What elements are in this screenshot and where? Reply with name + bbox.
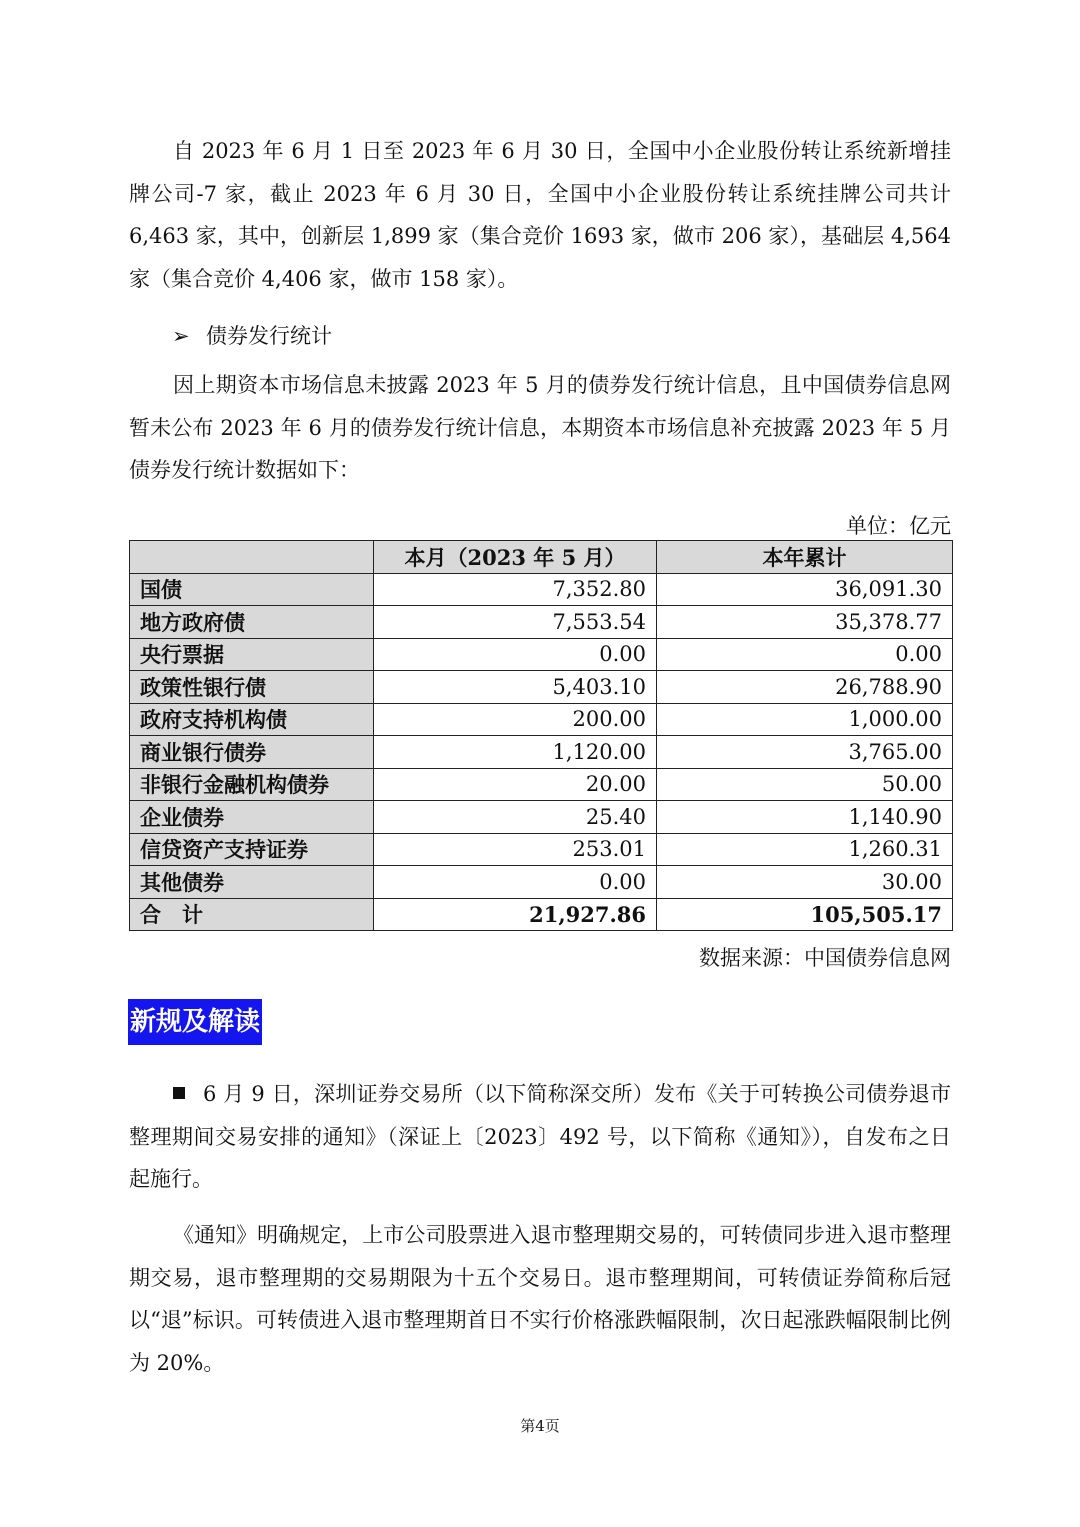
row-ytd-value: 1,260.31 bbox=[657, 833, 953, 866]
row-category: 政府支持机构债 bbox=[130, 703, 374, 736]
row-ytd-value: 30.00 bbox=[657, 866, 953, 899]
row-ytd-value: 105,505.17 bbox=[657, 898, 953, 931]
table-row bbox=[130, 768, 953, 801]
table-unit-label: 单位：亿元 bbox=[846, 514, 951, 538]
row-month-value: 21,927.86 bbox=[374, 898, 657, 931]
row-category: 国债 bbox=[130, 573, 374, 606]
paragraph-neeq-listing: 自 2023 年 6 月 1 日至 2023 年 6 月 30 日，全国中小企业股份转让系统新增挂牌公司-7 家，截止 2023 年 6 月 30 日，全国中小企业股份转让系统挂牌公司共计 6,463 家，其中，创新层 1,899 家（集合竞价 1693 家，做市 206 家），基础层 4,564 家（集合竞价 4,406 家，做市 158 家）。 bbox=[129, 139, 951, 291]
table-row bbox=[130, 606, 953, 639]
table-row bbox=[130, 573, 953, 606]
row-month-value: 5,403.10 bbox=[374, 671, 657, 704]
table-row bbox=[130, 833, 953, 866]
table-row bbox=[130, 898, 953, 931]
paragraph-notice-details: 《通知》明确规定，上市公司股票进入退市整理期交易的，可转债同步进入退市整理期交易，退市整理期的交易期限为十五个交易日。退市整理期间，可转债证券简称后冠以“退”标识。可转债进入退市整理期首日不实行价格涨跌幅限制，次日起涨跌幅限制比例为 20%。 bbox=[129, 1223, 951, 1375]
table-row bbox=[130, 736, 953, 769]
page-number: 第4页 bbox=[520, 1417, 560, 1435]
row-month-value: 7,553.54 bbox=[374, 606, 657, 639]
row-ytd-value: 26,788.90 bbox=[657, 671, 953, 704]
row-category: 央行票据 bbox=[130, 638, 374, 671]
row-month-value: 200.00 bbox=[374, 703, 657, 736]
row-month-value: 7,352.80 bbox=[374, 573, 657, 606]
row-category: 商业银行债券 bbox=[130, 736, 374, 769]
arrow-bullet-icon: ➢ bbox=[172, 324, 190, 348]
table-header-row bbox=[130, 541, 953, 574]
table-header-ytd: 本年累计 bbox=[657, 541, 953, 574]
table-row bbox=[130, 801, 953, 834]
row-ytd-value: 50.00 bbox=[657, 768, 953, 801]
row-category: 地方政府债 bbox=[130, 606, 374, 639]
bond-issuance-table bbox=[129, 540, 953, 931]
row-ytd-value: 3,765.00 bbox=[657, 736, 953, 769]
paragraph-bond-intro: 因上期资本市场信息未披露 2023 年 5 月的债券发行统计信息，且中国债券信息网暂未公布 2023 年 6 月的债券发行统计信息，本期资本市场信息补充披露 2023 年 5 月债券发行统计数据如下： bbox=[129, 373, 951, 482]
row-category: 合 计 bbox=[130, 898, 374, 931]
notice-date: 6 月 9 日， bbox=[203, 1082, 315, 1106]
row-ytd-value: 36,091.30 bbox=[657, 573, 953, 606]
row-month-value: 0.00 bbox=[374, 638, 657, 671]
row-month-value: 1,120.00 bbox=[374, 736, 657, 769]
table-row bbox=[130, 671, 953, 704]
notice-text: 深圳证券交易所（以下简称深交所）发布《关于可转换公司债券退市整理期间交易安排的通知》（深证上〔2023〕492 号，以下简称《通知》），自发布之日起施行。 bbox=[129, 1082, 952, 1191]
bullet-heading-bond-issuance bbox=[172, 316, 332, 356]
table-header-category bbox=[130, 541, 374, 574]
table-row bbox=[130, 638, 953, 671]
table-row bbox=[130, 866, 953, 899]
row-category: 企业债券 bbox=[130, 801, 374, 834]
square-bullet-icon bbox=[173, 1087, 185, 1099]
row-month-value: 25.40 bbox=[374, 801, 657, 834]
row-month-value: 0.00 bbox=[374, 866, 657, 899]
section-heading-new-rules: 新规及解读 bbox=[128, 999, 262, 1045]
row-ytd-value: 1,140.90 bbox=[657, 801, 953, 834]
paragraph-szse-notice bbox=[129, 1073, 951, 1201]
bullet-heading-text: 债券发行统计 bbox=[206, 324, 332, 348]
row-category: 其他债券 bbox=[130, 866, 374, 899]
row-month-value: 253.01 bbox=[374, 833, 657, 866]
row-ytd-value: 1,000.00 bbox=[657, 703, 953, 736]
row-category: 非银行金融机构债券 bbox=[130, 768, 374, 801]
table-header-month: 本月（2023 年 5 月） bbox=[374, 541, 657, 574]
row-month-value: 20.00 bbox=[374, 768, 657, 801]
row-ytd-value: 0.00 bbox=[657, 638, 953, 671]
table-row bbox=[130, 703, 953, 736]
row-category: 信贷资产支持证券 bbox=[130, 833, 374, 866]
row-category: 政策性银行债 bbox=[130, 671, 374, 704]
table-source-note: 数据来源：中国债券信息网 bbox=[699, 946, 951, 970]
row-ytd-value: 35,378.77 bbox=[657, 606, 953, 639]
